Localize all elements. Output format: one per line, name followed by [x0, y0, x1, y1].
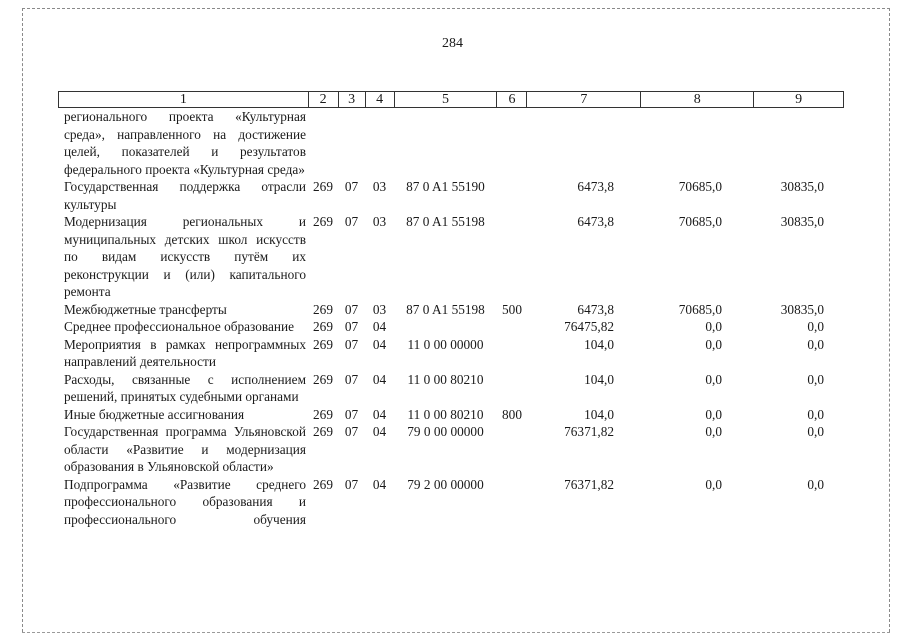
row-col-8: 0,0: [705, 319, 722, 334]
row-col-2: 269: [313, 424, 333, 439]
row-col-6: [497, 476, 527, 529]
scan-border-left: [22, 8, 23, 632]
scan-border-bottom: [22, 632, 890, 633]
row-name: Государственная программа Ульяновской области «Развитие и модернизация образования в Ульяновской области»: [64, 424, 306, 474]
row-col-8: 0,0: [705, 371, 722, 387]
column-header-9: 9: [754, 92, 844, 107]
row-col-6: [497, 423, 527, 476]
row-name: Среднее профессиональное образование: [64, 319, 294, 334]
column-header-8: 8: [641, 92, 754, 107]
table-row: [58, 423, 844, 476]
row-col-9: 0,0: [807, 476, 824, 492]
table-row: [58, 406, 844, 424]
row-col-8: 70685,0: [678, 301, 722, 317]
column-header-5: 5: [395, 92, 498, 107]
row-col-6: [497, 336, 527, 371]
row-col-6: 500: [502, 301, 522, 317]
page-number: 284: [442, 36, 463, 51]
table-row: [58, 336, 844, 371]
row-col-9: 0,0: [807, 336, 824, 352]
table-row: [58, 213, 844, 301]
row-col-9: 0,0: [807, 406, 824, 422]
row-col-7: 6473,8: [577, 214, 614, 229]
row-col-7: 6473,8: [577, 179, 614, 194]
row-col-8: 0,0: [705, 424, 722, 439]
row-name: регионального проекта «Культурная среда», направленного на достижение целей, показателей и результатов федерального проекта «Культурная среда»: [64, 109, 306, 177]
row-col-2: [308, 108, 338, 178]
row-col-7: 6473,8: [577, 301, 614, 317]
scan-border-right: [889, 8, 890, 632]
row-col-3: 07: [344, 406, 359, 422]
row-col-9: 0,0: [807, 424, 824, 439]
row-col-9: [754, 108, 844, 178]
row-col-3: 07: [344, 319, 359, 334]
column-header-7: 7: [527, 92, 641, 107]
row-col-3: 07: [344, 424, 359, 439]
table-row: [58, 318, 844, 336]
row-name: Модернизация региональных и муниципальных детских школ искусств по видам искусств путём их реконструкции и (или) капитального ремонта: [64, 214, 306, 299]
row-col-2: 269: [313, 319, 333, 334]
row-col-7: [527, 108, 641, 178]
row-name: Межбюджетные трансферты: [64, 301, 227, 317]
row-col-4: 04: [372, 476, 387, 492]
row-col-7: 76475,82: [564, 319, 614, 334]
row-col-2: 269: [313, 214, 333, 229]
row-col-2: 269: [313, 406, 333, 422]
row-col-7: 104,0: [584, 336, 614, 352]
row-col-4: 04: [372, 406, 387, 422]
column-header-4: 4: [366, 92, 395, 107]
row-name: Расходы, связанные с исполнением решений, принятых судебными органами: [64, 371, 306, 404]
row-col-6: 800: [502, 406, 522, 422]
row-col-5: 87 0 A1 55190: [406, 179, 485, 194]
table-row: [58, 301, 844, 319]
row-col-9: 30835,0: [780, 179, 824, 194]
row-name: Подпрограмма «Развитие среднего профессионального образования и профессионального обучения: [64, 476, 306, 527]
row-col-4: 04: [372, 336, 387, 352]
row-col-5: [394, 318, 497, 336]
row-col-2: 269: [313, 371, 333, 387]
row-col-3: [338, 108, 365, 178]
row-col-7: 76371,82: [564, 476, 614, 492]
row-col-8: 70685,0: [678, 214, 722, 229]
row-col-5: 11 0 00 80210: [407, 406, 484, 422]
row-col-4: 04: [372, 371, 387, 387]
budget-table: [58, 91, 844, 528]
row-col-6: [497, 213, 527, 301]
row-col-9: 0,0: [807, 319, 824, 334]
row-col-7: 76371,82: [564, 424, 614, 439]
row-col-8: 70685,0: [678, 179, 722, 194]
row-col-3: 07: [344, 214, 359, 229]
row-col-4: [365, 108, 394, 178]
row-col-5: 87 0 A1 55198: [406, 301, 485, 317]
row-col-3: 07: [344, 336, 359, 352]
row-col-5: 79 0 00 00000: [407, 424, 484, 439]
row-col-8: 0,0: [705, 406, 722, 422]
row-col-4: 03: [372, 214, 387, 229]
row-col-9: 30835,0: [780, 214, 824, 229]
row-col-8: 0,0: [705, 476, 722, 492]
row-col-2: 269: [313, 179, 333, 194]
row-col-4: 04: [372, 319, 387, 334]
table-header-row: [58, 91, 844, 108]
row-col-4: 03: [372, 179, 387, 194]
table-row: [58, 108, 844, 178]
row-col-6: [497, 371, 527, 406]
row-col-2: 269: [313, 301, 333, 317]
column-header-6: 6: [497, 92, 527, 107]
row-col-3: 07: [344, 371, 359, 387]
row-col-9: 30835,0: [780, 301, 824, 317]
row-col-7: 104,0: [584, 371, 614, 387]
column-header-3: 3: [339, 92, 366, 107]
column-header-1: 1: [59, 92, 309, 107]
row-col-5: [394, 108, 497, 178]
row-col-5: 87 0 A1 55198: [406, 214, 485, 229]
column-header-2: 2: [309, 92, 339, 107]
row-col-8: [641, 108, 754, 178]
row-col-3: 07: [344, 476, 359, 492]
row-col-6: [497, 318, 527, 336]
row-col-7: 104,0: [584, 406, 614, 422]
row-name: Иные бюджетные ассигнования: [64, 406, 245, 422]
row-col-2: 269: [313, 476, 333, 492]
row-col-4: 03: [372, 301, 387, 317]
row-col-8: 0,0: [705, 336, 722, 352]
table-row: [58, 178, 844, 213]
row-col-4: 04: [372, 424, 387, 439]
row-col-5: 79 2 00 00000: [407, 476, 484, 492]
scan-border-top: [22, 8, 890, 9]
row-name: Государственная поддержка отрасли культуры: [64, 179, 306, 212]
row-col-3: 07: [344, 301, 359, 317]
table-row: [58, 371, 844, 406]
row-col-6: [497, 178, 527, 213]
row-col-5: 11 0 00 00000: [407, 336, 484, 352]
row-col-6: [497, 108, 527, 178]
table-row: [58, 476, 844, 529]
row-col-9: 0,0: [807, 371, 824, 387]
row-col-2: 269: [313, 336, 333, 352]
row-col-3: 07: [344, 179, 359, 194]
row-name: Мероприятия в рамках непрограммных направлений деятельности: [64, 336, 306, 369]
row-col-5: 11 0 00 80210: [407, 371, 484, 387]
